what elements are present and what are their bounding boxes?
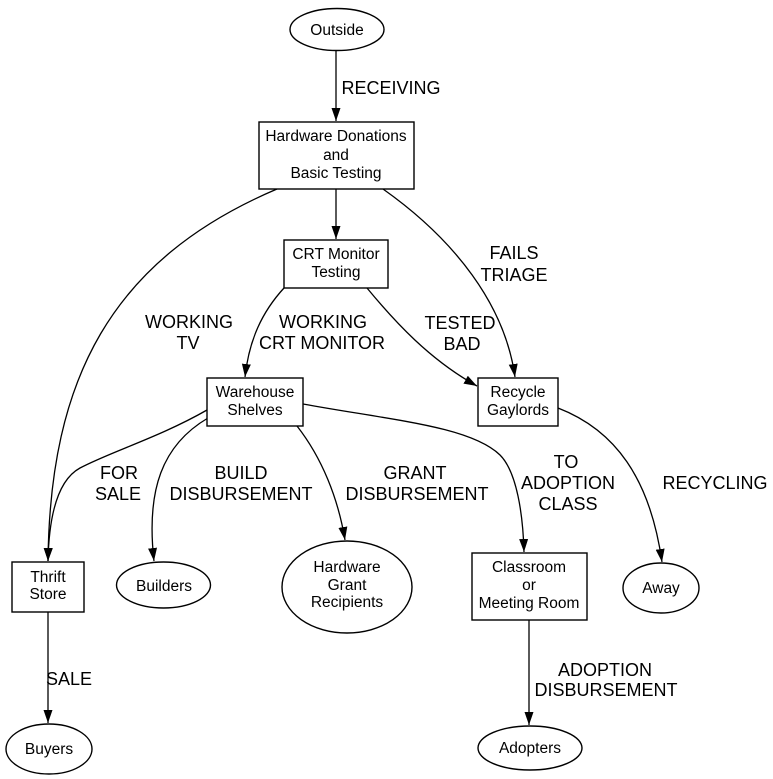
node-builders-label: Builders — [136, 578, 192, 595]
edge-receiving-label: RECEIVING — [341, 78, 441, 98]
edge-build-disbursement-label: BUILD — [214, 463, 268, 483]
edge-working-crt-monitor-label: CRT MONITOR — [258, 333, 386, 353]
edge-fails-triage-label: FAILS — [489, 243, 539, 263]
node-hardware-grant-recipients — [282, 541, 412, 633]
node-classroom-or-meeting-room-label: or — [522, 577, 536, 594]
node-adopters — [478, 726, 582, 770]
node-away-label: Away — [642, 580, 680, 597]
node-crt-monitor-testing-label: CRT Monitor — [292, 246, 380, 263]
node-thrift-store — [12, 562, 84, 612]
node-thrift-store-label: Store — [29, 586, 67, 603]
edge-to-adoption-class-label: CLASS — [538, 494, 598, 514]
edge-sale-label: SALE — [45, 669, 93, 689]
edge-adoption-disbursement-label: DISBURSEMENT — [534, 680, 678, 700]
edge-working-crt-monitor — [245, 288, 385, 377]
edge-to-adoption-class-label: ADOPTION — [520, 473, 616, 493]
node-classroom-or-meeting-room-label: Classroom — [491, 559, 567, 576]
node-recycle-gaylords-label: Recycle — [490, 384, 546, 401]
edge-for-sale-label: SALE — [94, 484, 142, 504]
edge-for-sale-label: FOR — [100, 463, 138, 483]
edge-tested-bad-label: TESTED — [424, 313, 496, 333]
edge-build-disbursement-label: DISBURSEMENT — [169, 484, 313, 504]
node-crt-monitor-testing-label: Testing — [311, 264, 361, 281]
node-buyers — [6, 724, 92, 774]
node-away — [623, 563, 699, 613]
edge-working-tv-label: TV — [176, 333, 200, 353]
edge-adoption-disbursement-label: ADOPTION — [557, 660, 653, 680]
edge-to-adoption-class-label: TO — [553, 452, 579, 472]
node-builders — [117, 562, 211, 608]
edge-sale — [46, 612, 92, 723]
node-hardware-grant-recipients-label: Grant — [327, 577, 367, 594]
node-hardware-donations-label: and — [323, 147, 349, 164]
edge-grant-disbursement-label: DISBURSEMENT — [345, 484, 489, 504]
node-recycle-gaylords — [478, 378, 558, 426]
node-hardware-donations — [259, 122, 414, 189]
edge-fails-triage-label: TRIAGE — [480, 265, 548, 285]
edge-grant-disbursement-label: GRANT — [383, 463, 447, 483]
edge-adoption-disbursement — [529, 620, 678, 725]
edge-receiving — [336, 49, 441, 121]
edge-working-crt-monitor-label: WORKING — [279, 312, 367, 332]
node-outside-label: Outside — [310, 22, 364, 39]
edge-to-adoption-class — [303, 404, 615, 552]
node-classroom-or-meeting-room-label: Meeting Room — [478, 595, 580, 612]
node-buyers-label: Buyers — [24, 741, 74, 758]
node-adopters-label: Adopters — [498, 740, 562, 757]
edge-tested-bad — [367, 288, 496, 386]
node-warehouse-shelves — [207, 378, 303, 426]
node-hardware-donations-label: Hardware Donations — [265, 128, 407, 145]
edge-working-tv — [48, 189, 277, 561]
node-thrift-store-label: Thrift — [30, 569, 66, 586]
edge-build-disbursement — [152, 418, 312, 561]
edge-grant-disbursement-path — [297, 426, 345, 540]
node-warehouse-shelves-label: Shelves — [227, 402, 283, 419]
edge-working-tv-label: WORKING — [145, 312, 233, 332]
node-crt-monitor-testing — [284, 240, 388, 288]
node-classroom-or-meeting-room — [472, 553, 587, 620]
node-hardware-donations-label: Basic Testing — [290, 165, 382, 182]
node-recycle-gaylords-label: Gaylords — [486, 402, 550, 419]
node-outside — [290, 9, 384, 51]
node-hardware-grant-recipients-label: Hardware — [313, 559, 381, 576]
node-warehouse-shelves-label: Warehouse — [215, 384, 295, 401]
edge-working-tv-path — [48, 189, 277, 561]
node-hardware-grant-recipients-label: Recipients — [310, 594, 384, 611]
edge-tested-bad-label: BAD — [443, 334, 481, 354]
edge-recycling-label: RECYCLING — [662, 473, 768, 493]
edge-grant-disbursement — [297, 426, 489, 540]
